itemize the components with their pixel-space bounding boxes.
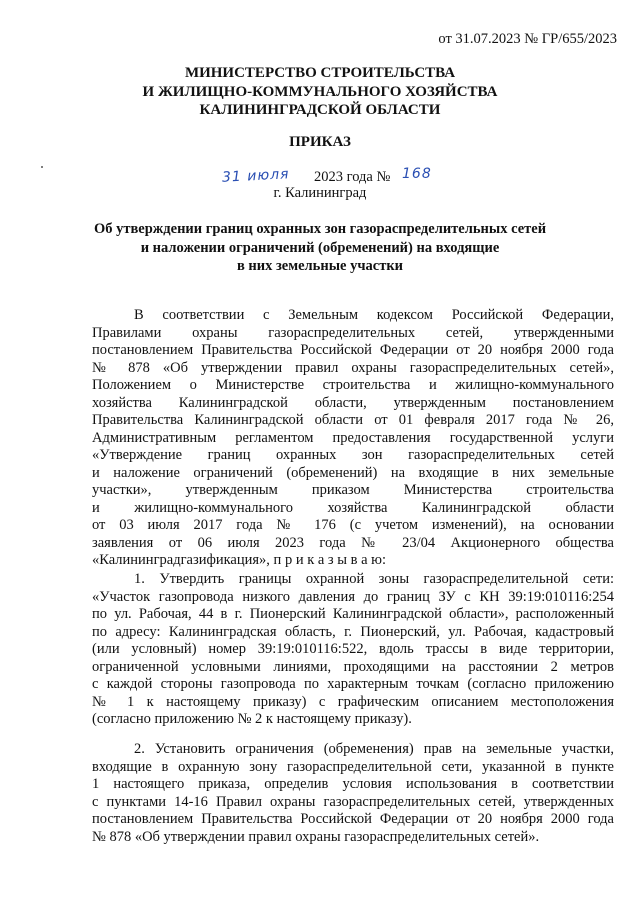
paragraph-line: с пунктами 14-16 Правил охраны газораспределительных сетей, утвержденных bbox=[92, 793, 614, 810]
ministry-heading bbox=[0, 64, 640, 120]
paragraph-line: (согласно приложению № 2 к настоящему приказу). bbox=[92, 711, 412, 727]
paragraph-item-2 bbox=[92, 741, 614, 846]
paragraph-line: заявления от 06 июля 2023 года № 23/04 Акционерного общества bbox=[92, 534, 614, 551]
paragraph-line: по адресу: Калининградская область, г. Пионерский, ул. Рабочая, кадастровый bbox=[92, 623, 614, 640]
paragraph-line: с каждой стороны газопровода по характерным точкам (согласно приложению bbox=[92, 676, 614, 692]
document-reference: от 31.07.2023 № ГР/655/2023 bbox=[438, 31, 617, 47]
paragraph-line: Правилами охраны газораспределительных сетей, утвержденными bbox=[92, 324, 614, 341]
paragraph-preamble bbox=[92, 307, 614, 570]
paragraph-line: «Участок газопровода низкого давления до границ ЗУ с КН 39:19:010116:254 bbox=[92, 588, 614, 605]
ministry-line-2: И ЖИЛИЩНО-КОММУНАЛЬНОГО ХОЗЯЙСТВА bbox=[142, 83, 498, 100]
paragraph-line: участки», утвержденным приказом Министерства строительства bbox=[92, 482, 614, 498]
subject-line-1: Об утверждении границ охранных зон газораспределительных сетей bbox=[93, 221, 547, 237]
paragraph-line: № 878 «Об утверждении правил охраны газораспределительных сетей». bbox=[92, 828, 540, 845]
paragraph-line: постановлением Правительства Российской Федерации от 20 ноября 2000 года bbox=[92, 342, 614, 358]
order-title: ПРИКАЗ bbox=[289, 134, 351, 150]
paragraph-line: от 03 июля 2017 года № 176 (с учетом изменений), на основании bbox=[92, 517, 614, 533]
ministry-line-1: МИНИСТЕРСТВО СТРОИТЕЛЬСТВА bbox=[184, 65, 456, 81]
order-subject bbox=[0, 220, 640, 276]
order-city: г. Калининград bbox=[273, 185, 367, 201]
paragraph-line: Правительства Калининградской области от 01 февраля 2017 года № 26, bbox=[92, 412, 614, 428]
paragraph-line: «Утверждение границ охранных зон газораспределительных сетей bbox=[92, 447, 614, 463]
paragraph-line: Административным регламентом предоставления государственной услуги bbox=[92, 429, 614, 446]
paragraph-line: хозяйства Калининградской области, утвержденным постановлением bbox=[92, 394, 614, 411]
paragraph-line: 1 настоящего приказа, определив условия использования в соответствии bbox=[92, 776, 614, 792]
paragraph-line: по ул. Рабочая, 44 в г. Пионерский Калининградской области», расположенный bbox=[92, 606, 614, 622]
paragraph-line: 1. Утвердить границы охранной зоны газораспределительной сети: bbox=[134, 571, 614, 587]
handwritten-number: 168 bbox=[402, 166, 432, 182]
paragraph-line: В соответствии с Земельным кодексом Российской Федерации, bbox=[134, 307, 614, 323]
paragraph-line: «Калининградгазификация», п р и к а з ы в а ю: bbox=[92, 552, 387, 568]
subject-line-2: и наложении ограничений (обременений) на входящие bbox=[140, 239, 500, 256]
paragraph-line: и жилищно-коммунального хозяйства Калининградской области bbox=[92, 499, 614, 516]
paragraph-line: (или условный) номер 39:19:010116:522, вдоль трассы в виде территории, bbox=[92, 641, 614, 657]
paragraph-line: № 878 «Об утверждении правил охраны газораспределительных сетей», bbox=[92, 359, 614, 376]
ministry-line-3: КАЛИНИНГРАДСКОЙ ОБЛАСТИ bbox=[199, 102, 441, 118]
handwritten-date: 31 июля bbox=[221, 166, 290, 186]
printed-date: 2023 года № bbox=[314, 169, 391, 185]
order-date-line bbox=[0, 166, 640, 186]
paragraph-line: № 1 к настоящему приказу) с графическим описанием местоположения bbox=[92, 693, 614, 710]
subject-line-3: в них земельные участки bbox=[236, 258, 404, 274]
paragraph-line: Положением о Министерстве строительства и жилищно-коммунального bbox=[92, 377, 614, 393]
paragraph-line: 2. Установить ограничения (обременения) прав на земельные участки, bbox=[134, 741, 614, 757]
paragraph-item-1 bbox=[92, 571, 614, 729]
paragraph-line: и наложение ограничений (обременений) на входящие в них земельные bbox=[92, 464, 614, 481]
paragraph-line: ограниченной условными линиями, проходящими на расстоянии 2 метров bbox=[92, 658, 614, 675]
paragraph-line: входящие в охранную зону газораспределительной сети, указанной в пункте bbox=[92, 758, 614, 775]
paragraph-line: постановлением Правительства Российской Федерации от 20 ноября 2000 года bbox=[92, 811, 614, 827]
